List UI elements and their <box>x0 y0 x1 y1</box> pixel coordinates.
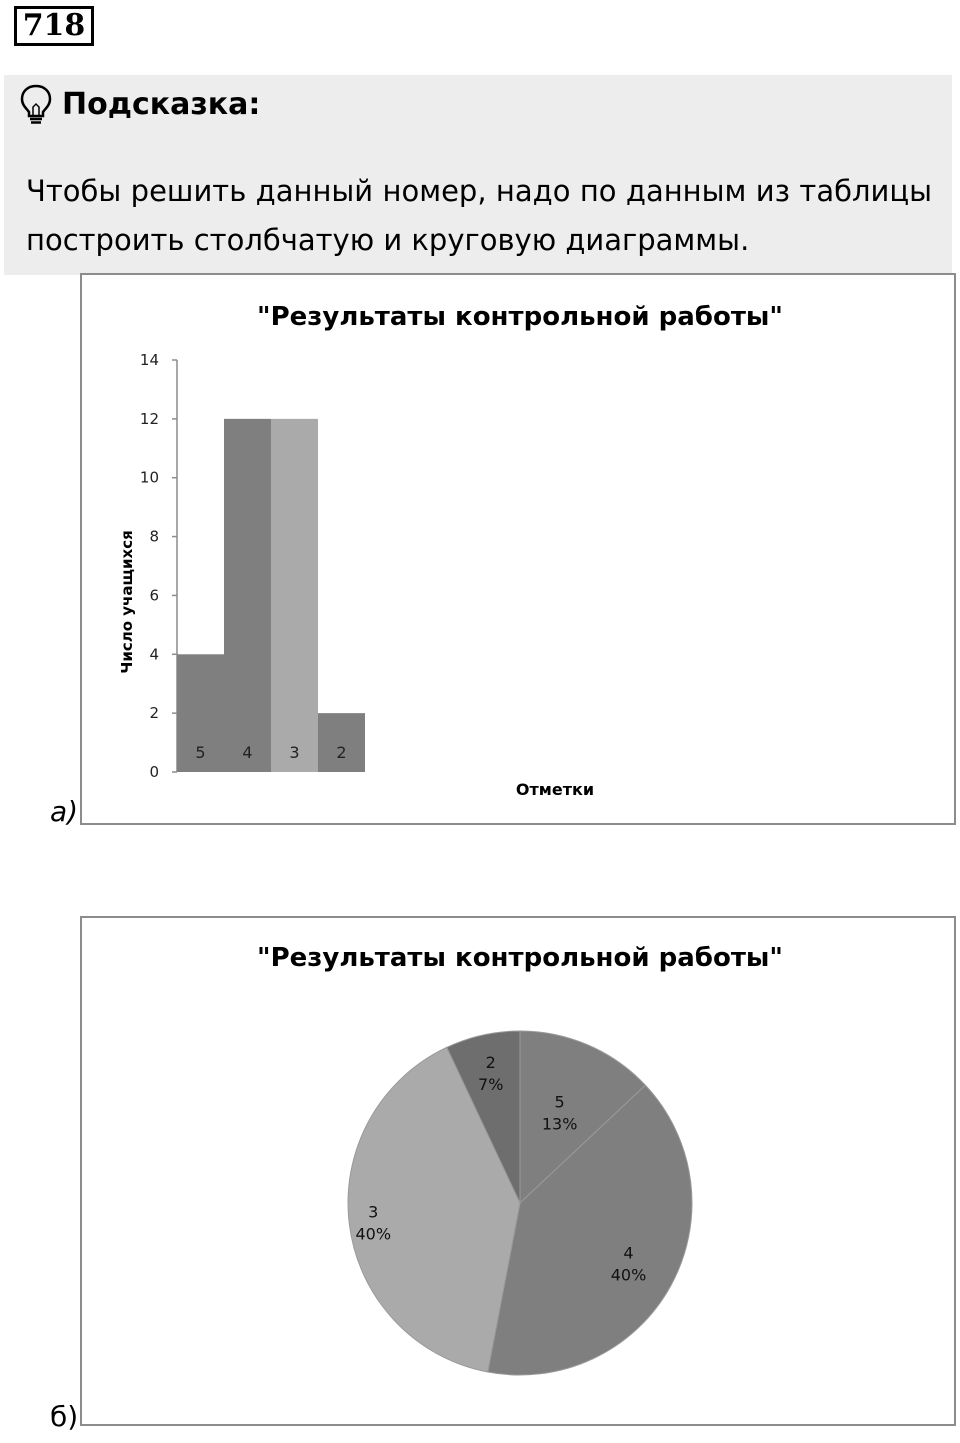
y-tick-label: 8 <box>149 527 159 546</box>
bar-category-label: 2 <box>336 743 347 762</box>
bar-3 <box>271 419 318 772</box>
pie-percent-label: 7% <box>478 1075 504 1095</box>
bar-chart <box>80 273 956 825</box>
y-tick-label: 10 <box>139 468 159 487</box>
task-number: 718 <box>14 6 94 46</box>
x-axis-title: Отметки <box>515 780 595 799</box>
y-tick-label: 2 <box>149 704 159 723</box>
bar-category-label: 4 <box>242 743 253 762</box>
pie-chart <box>80 916 956 1426</box>
y-tick-label: 6 <box>149 586 159 605</box>
bar-4 <box>224 419 271 772</box>
bar-category-label: 3 <box>289 743 300 762</box>
pie-category-label: 5 <box>554 1092 565 1112</box>
y-axis-title: Число учащихся <box>118 530 136 674</box>
pie-category-label: 4 <box>623 1243 634 1263</box>
pie-percent-label: 13% <box>541 1114 578 1134</box>
hint-title: Подсказка: <box>62 87 261 122</box>
bar-chart-title: "Результаты контрольной работы" <box>257 302 783 332</box>
part-label-b: б) <box>50 1400 79 1433</box>
lightbulb-icon <box>18 83 54 127</box>
bar-category-label: 5 <box>195 743 206 762</box>
pie-percent-label: 40% <box>355 1224 392 1244</box>
pie-category-label: 3 <box>368 1202 379 1222</box>
y-tick-label: 0 <box>149 763 159 781</box>
pie-category-label: 2 <box>485 1053 496 1073</box>
pie-chart-title: "Результаты контрольной работы" <box>257 943 783 973</box>
y-tick-label: 12 <box>139 409 159 428</box>
y-tick-label: 14 <box>139 351 159 369</box>
y-tick-label: 4 <box>149 645 159 664</box>
hint-box <box>4 75 952 275</box>
part-label-a: а) <box>50 795 79 828</box>
pie-percent-label: 40% <box>610 1265 647 1285</box>
hint-text: Чтобы решить данный номер, надо по данным из таблицы построить столбчатую и круговую диаграммы. <box>26 174 932 257</box>
